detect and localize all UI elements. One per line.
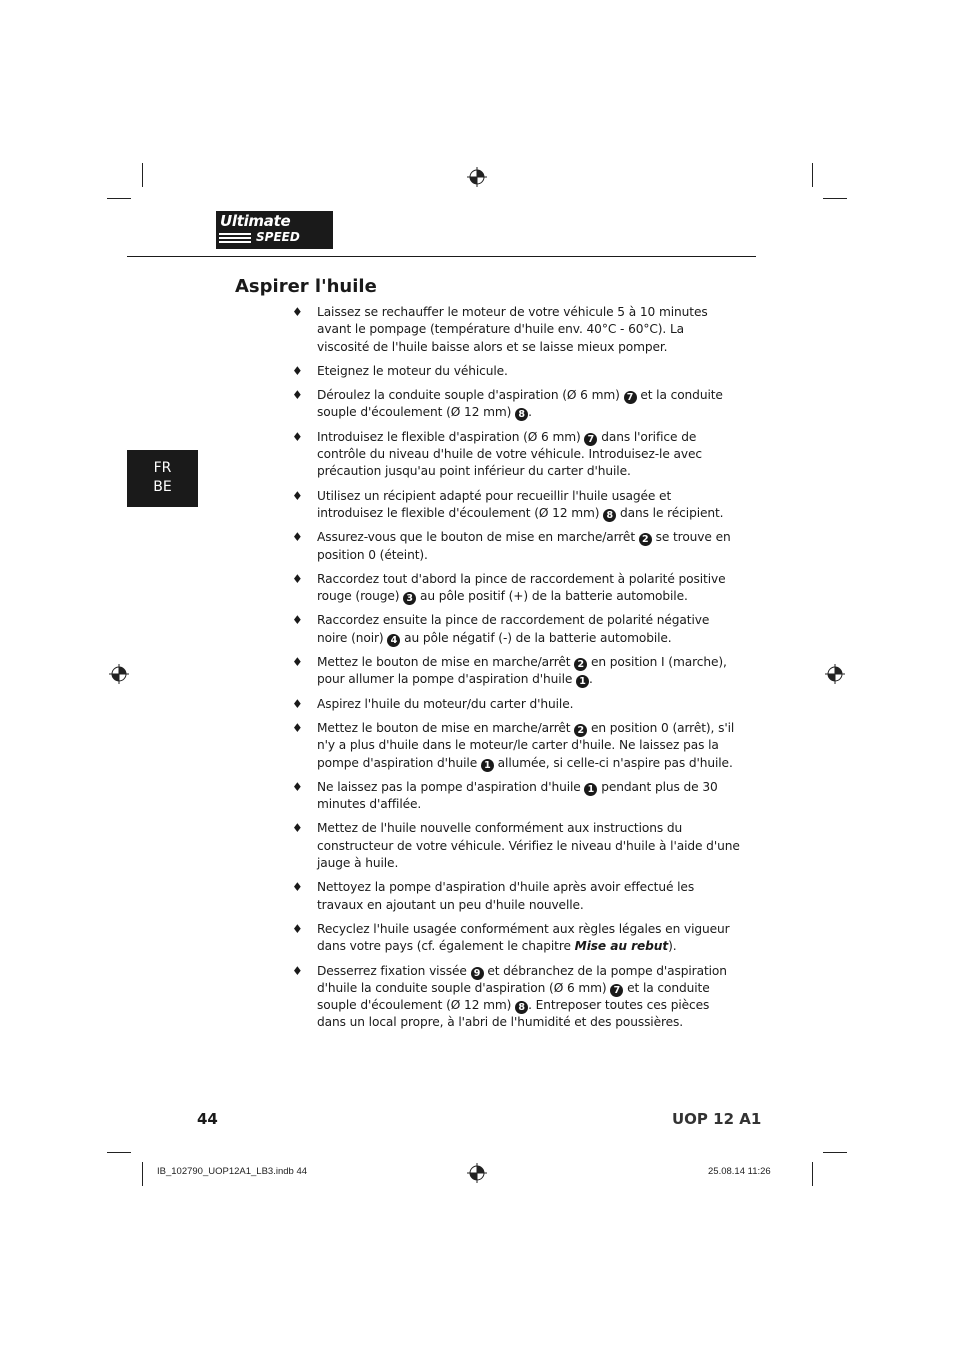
list-item [290, 820, 740, 872]
list-item-text: Utilisez un récipient adapté pour recueillir l'huile usagée et introduisez le flexible d'écoulement (Ø 12 mm) 8 dans le récipient. [317, 488, 724, 521]
chapter-reference: Mise au rebut [574, 939, 669, 954]
list-item [290, 571, 740, 606]
instruction-list [290, 304, 740, 1039]
crop-mark [107, 1152, 131, 1153]
list-item-text: Laissez se rechauffer le moteur de votre véhicule 5 à 10 minutes avant le pompage (température d'huile env. 40°C - 60°C). La viscosité de l'huile baisse alors et se laisse mieux pomper. [317, 305, 708, 354]
bullet-diamond-icon: ♦ [292, 571, 303, 586]
crop-mark [107, 198, 131, 199]
bullet-diamond-icon: ♦ [292, 613, 303, 628]
list-item [290, 529, 740, 564]
list-item-text: Mettez le bouton de mise en marche/arrêt 2 en position I (marche), pour allumer la pompe d'aspiration d'huile 1 . [317, 655, 727, 688]
section-title: Aspirer l'huile [235, 276, 377, 297]
list-item [290, 963, 740, 1032]
list-item-text: Raccordez tout d'abord la pince de raccordement à polarité positive rouge (rouge) 3 au pôle positif (+) de la batterie automobile. [317, 571, 726, 605]
registration-mark-icon [109, 664, 129, 684]
bullet-diamond-icon: ♦ [292, 429, 303, 444]
header-rule [127, 256, 756, 257]
crop-mark [142, 1162, 143, 1186]
print-slug-file: IB_102790_UOP12A1_LB3.indb 44 [157, 1166, 308, 1177]
part-number-badge: 2 [574, 724, 587, 737]
bullet-diamond-icon: ♦ [292, 779, 303, 794]
bullet-diamond-icon: ♦ [292, 488, 303, 503]
crop-mark [812, 1162, 813, 1186]
list-item-text: Aspirez l'huile du moteur/du carter d'huile. [317, 696, 574, 711]
list-item-text: Introduisez le flexible d'aspiration (Ø 6 mm) 7 dans l'orifice de contrôle du niveau d'huile de votre véhicule. Introduisez-le avec précaution jusqu'au point inférieur du carter d'huile. [317, 429, 702, 479]
list-item-text: Desserrez fixation vissée 9 et débranchez de la pompe d'aspiration d'huile la conduite souple d'aspiration (Ø 6 mm) 7 et la conduite souple d'écoulement (Ø 12 mm) 8 . Entreposer toutes ces pièces dans un local propre, à l'abri de l'humidité et des poussières. [317, 963, 727, 1030]
list-item [290, 612, 740, 647]
bullet-diamond-icon: ♦ [292, 696, 303, 711]
list-item-text: Déroulez la conduite souple d'aspiration (Ø 6 mm) 7 et la conduite souple d'écoulement (Ø 12 mm) 8 . [317, 388, 723, 421]
list-item-text: Mettez le bouton de mise en marche/arrêt 2 en position 0 (arrêt), s'il n'y a plus d'huile dans le moteur/le carter d'huile. Ne laissez pas la pompe d'aspiration d'huile 1 allumée, si celle-ci n'aspire pas d'huile. [317, 720, 735, 771]
list-item [290, 429, 740, 481]
part-number-badge: 3 [403, 592, 416, 605]
list-item [290, 921, 740, 956]
part-number-badge: 7 [610, 984, 623, 997]
registration-mark-icon [467, 167, 487, 187]
part-number-badge: 8 [515, 408, 528, 421]
list-item [290, 879, 740, 914]
list-item [290, 387, 740, 422]
part-number-badge: 1 [584, 783, 597, 796]
bullet-diamond-icon: ♦ [292, 720, 303, 735]
part-number-badge: 7 [584, 433, 597, 446]
list-item-text: Mettez de l'huile nouvelle conformément aux instructions du constructeur de votre véhicule. Vérifiez le niveau d'huile à l'aide d'une jauge à huile. [317, 821, 740, 871]
language-tab [127, 450, 198, 507]
part-number-badge: 9 [471, 967, 484, 980]
part-number-badge: 8 [515, 1001, 528, 1014]
list-item-text: Nettoyez la pompe d'aspiration d'huile après avoir effectué les travaux en ajoutant un peu d'huile nouvelle. [317, 880, 695, 912]
list-item-text: Eteignez le moteur du véhicule. [317, 363, 508, 378]
list-item [290, 304, 740, 356]
bullet-diamond-icon: ♦ [292, 530, 303, 545]
bullet-diamond-icon: ♦ [292, 963, 303, 978]
list-item [290, 720, 740, 772]
logo-line-2: SPEED [256, 230, 300, 244]
part-number-badge: 7 [624, 391, 637, 404]
list-item-text: Raccordez ensuite la pince de raccordement de polarité négative noire (noir) 4 au pôle négatif (-) de la batterie automobile. [317, 613, 710, 646]
list-item-text: Recyclez l'huile usagée conformément aux règles légales en vigueur dans votre pays (cf. également le chapitre Mise au rebut). [317, 921, 730, 954]
crop-mark [142, 163, 143, 187]
bullet-diamond-icon: ♦ [292, 363, 303, 378]
part-number-badge: 1 [481, 759, 494, 772]
part-number-badge: 1 [576, 675, 589, 688]
list-item [290, 696, 740, 713]
list-item [290, 363, 740, 380]
part-number-badge: 4 [387, 634, 400, 647]
crop-mark [823, 1152, 847, 1153]
part-number-badge: 8 [603, 509, 616, 522]
list-item [290, 488, 740, 523]
page-number: 44 [197, 1110, 218, 1128]
brand-logo [216, 211, 333, 249]
list-item [290, 779, 740, 814]
part-number-badge: 2 [639, 533, 652, 546]
registration-mark-icon [467, 1163, 487, 1183]
logo-line-1: Ultimate [220, 212, 291, 230]
registration-mark-icon [825, 664, 845, 684]
part-number-badge: 2 [574, 658, 587, 671]
list-item-text: Assurez-vous que le bouton de mise en marche/arrêt 2 se trouve en position 0 (éteint). [317, 530, 731, 562]
language-code-be: BE [153, 479, 172, 495]
bullet-diamond-icon: ♦ [292, 821, 303, 836]
crop-mark [823, 198, 847, 199]
print-slug-date: 25.08.14 11:26 [708, 1166, 771, 1177]
list-item-text: Ne laissez pas la pompe d'aspiration d'huile 1 pendant plus de 30 minutes d'affilée. [317, 779, 718, 812]
model-number: UOP 12 A1 [672, 1110, 762, 1128]
bullet-diamond-icon: ♦ [292, 305, 303, 319]
language-code-fr: FR [153, 460, 172, 476]
crop-mark [812, 163, 813, 187]
bullet-diamond-icon: ♦ [292, 880, 303, 895]
list-item [290, 654, 740, 689]
bullet-diamond-icon: ♦ [292, 388, 303, 403]
logo-stripes-icon [219, 232, 251, 243]
bullet-diamond-icon: ♦ [292, 655, 303, 670]
bullet-diamond-icon: ♦ [292, 921, 303, 936]
